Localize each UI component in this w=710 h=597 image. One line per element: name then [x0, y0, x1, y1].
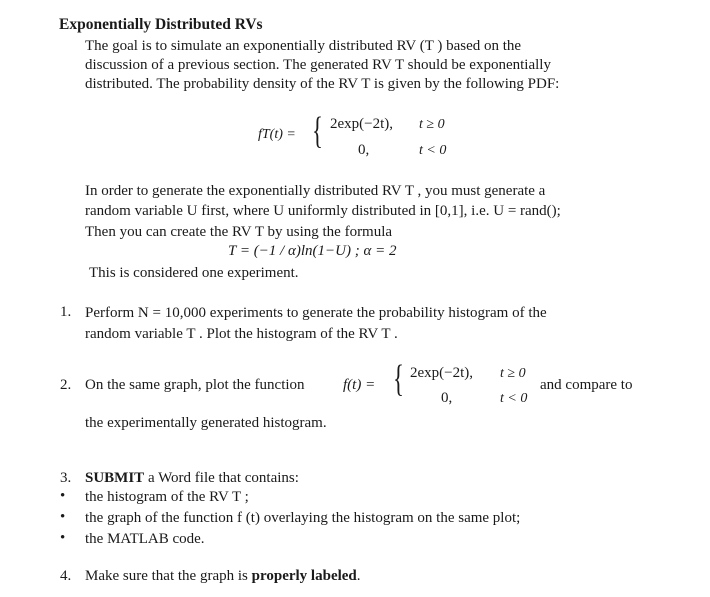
bullet-icon: •	[60, 488, 66, 504]
task-1-line-1: Perform N = 10,000 experiments to generate the probability histogram of the	[85, 305, 547, 321]
task-1-number: 1.	[60, 304, 72, 320]
task-3-bullet-2: the graph of the function f (t) overlaying the histogram on the same plot;	[85, 510, 521, 526]
task-2-line-2: the experimentally generated histogram.	[85, 415, 327, 431]
pdf-case1-expr: 2exp(−2t),	[330, 116, 394, 132]
pdf-case1-cond: t ≥ 0	[419, 117, 445, 132]
task-2-func-lhs: f(t) =	[343, 377, 376, 393]
task-2-case1-expr: 2exp(−2t),	[410, 365, 474, 381]
task-4-text: Make sure that the graph is	[85, 568, 252, 584]
generation-line-4: This is considered one experiment.	[89, 265, 299, 281]
task-3-heading	[85, 470, 299, 487]
task-2-case2-expr: 0,	[441, 390, 453, 406]
task-2-line-1: On the same graph, plot the function	[85, 377, 305, 393]
generation-formula: T = (−1 / α)ln(1−U) ; α = 2	[228, 243, 397, 259]
task-2-brace-icon: {	[393, 358, 404, 400]
task-1-line-2: random variable T . Plot the histogram of the RV T .	[85, 326, 398, 342]
task-3-submit-bold: SUBMIT	[85, 470, 145, 486]
task-3-bullet-1: the histogram of the RV T ;	[85, 489, 249, 505]
pdf-case2-expr: 0,	[358, 142, 370, 158]
task-3-number: 3.	[60, 470, 72, 486]
task-2-compare: and compare to	[540, 377, 633, 393]
task-3-rest: a Word file that contains:	[144, 470, 299, 486]
task-2-case1-cond: t ≥ 0	[500, 366, 526, 381]
task-3-bullet-3: the MATLAB code.	[85, 531, 205, 547]
intro-line-1: The goal is to simulate an exponentially distributed RV (T ) based on the	[85, 38, 522, 54]
generation-line-3: Then you can create the RV T by using the formula	[85, 224, 393, 240]
bullet-icon: •	[60, 530, 66, 546]
task-4-line	[85, 568, 361, 585]
task-4-bold: properly labeled	[251, 568, 357, 584]
task-2-case2-cond: t < 0	[500, 391, 528, 406]
intro-line-3: distributed. The probability density of the RV T is given by the following PDF:	[85, 76, 560, 92]
task-4-number: 4.	[60, 568, 72, 584]
generation-line-2: random variable U first, where U uniformly distributed in [0,1], i.e. U = rand();	[85, 203, 561, 219]
task-4-end: .	[356, 568, 361, 584]
bullet-icon: •	[60, 509, 66, 525]
pdf-lhs: fT(t) =	[258, 127, 296, 142]
intro-line-2: discussion of a previous section. The generated RV T should be exponentially	[85, 57, 551, 73]
task-2-number: 2.	[60, 377, 72, 393]
generation-line-1: In order to generate the exponentially distributed RV T , you must generate a	[85, 183, 546, 199]
document-title: Exponentially Distributed RVs	[59, 16, 263, 33]
pdf-brace-icon: {	[312, 110, 323, 152]
pdf-case2-cond: t < 0	[419, 143, 447, 158]
